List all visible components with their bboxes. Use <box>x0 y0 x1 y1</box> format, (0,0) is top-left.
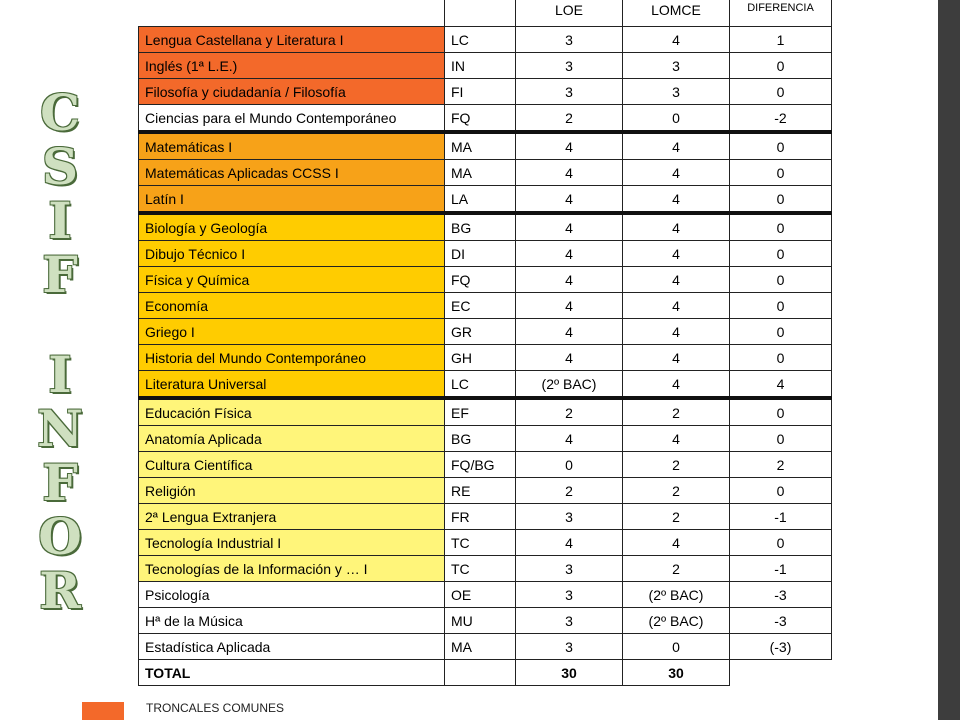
code-cell: FQ <box>445 105 516 133</box>
lomce-cell: 4 <box>623 27 730 53</box>
table-row <box>139 530 832 556</box>
table-row <box>139 267 832 293</box>
brand-letter: I <box>48 345 72 404</box>
diff-cell: 0 <box>730 293 832 319</box>
loe-cell: 4 <box>516 426 623 452</box>
loe-cell: 2 <box>516 398 623 426</box>
lomce-cell: (2º BAC) <box>623 582 730 608</box>
subject-cell: Biología y Geología <box>139 213 445 241</box>
brand-letter: F <box>42 453 78 512</box>
loe-cell: 2 <box>516 105 623 133</box>
brand-letter: O <box>38 507 82 566</box>
header-lomce: LOMCE <box>623 0 730 27</box>
loe-cell: 4 <box>516 186 623 214</box>
diff-cell: 0 <box>730 319 832 345</box>
total-label: TOTAL <box>139 660 445 686</box>
table-row <box>139 132 832 160</box>
code-cell: TC <box>445 556 516 582</box>
loe-cell: 3 <box>516 79 623 105</box>
diff-cell: -1 <box>730 504 832 530</box>
subject-cell: Estadística Aplicada <box>139 634 445 660</box>
subject-cell: Religión <box>139 478 445 504</box>
diff-cell: 0 <box>730 345 832 371</box>
subject-cell: Cultura Científica <box>139 452 445 478</box>
lomce-cell: 0 <box>623 634 730 660</box>
diff-cell: 0 <box>730 267 832 293</box>
subject-cell: Educación Física <box>139 398 445 426</box>
diff-cell: 0 <box>730 79 832 105</box>
lomce-cell: 4 <box>623 345 730 371</box>
loe-cell: 3 <box>516 27 623 53</box>
subject-cell: Matemáticas I <box>139 132 445 160</box>
subject-cell: Literatura Universal <box>139 371 445 399</box>
loe-cell: 4 <box>516 160 623 186</box>
total-diff <box>730 660 832 686</box>
table-row <box>139 186 832 214</box>
loe-cell: 3 <box>516 634 623 660</box>
loe-cell: 4 <box>516 132 623 160</box>
code-cell: MA <box>445 634 516 660</box>
lomce-cell: 2 <box>623 452 730 478</box>
brand-letter: S <box>41 137 79 196</box>
subject-cell: Matemáticas Aplicadas CCSS I <box>139 160 445 186</box>
code-cell: BG <box>445 213 516 241</box>
lomce-cell: 4 <box>623 267 730 293</box>
lomce-cell: 2 <box>623 478 730 504</box>
subject-cell: Latín I <box>139 186 445 214</box>
table-row <box>139 478 832 504</box>
loe-cell: 3 <box>516 608 623 634</box>
loe-cell: 3 <box>516 582 623 608</box>
diff-cell: 0 <box>730 53 832 79</box>
code-cell: LA <box>445 186 516 214</box>
table-row <box>139 53 832 79</box>
subject-cell: Anatomía Aplicada <box>139 426 445 452</box>
code-cell: EC <box>445 293 516 319</box>
table-row <box>139 582 832 608</box>
table-row <box>139 452 832 478</box>
table-row <box>139 345 832 371</box>
lomce-cell: 4 <box>623 293 730 319</box>
code-cell: DI <box>445 241 516 267</box>
diff-cell: 4 <box>730 371 832 399</box>
diff-cell: 0 <box>730 186 832 214</box>
loe-cell: 4 <box>516 241 623 267</box>
table-row <box>139 634 832 660</box>
lomce-cell: 4 <box>623 186 730 214</box>
code-cell: LC <box>445 27 516 53</box>
loe-cell: 4 <box>516 293 623 319</box>
code-cell: MU <box>445 608 516 634</box>
loe-cell: 2 <box>516 478 623 504</box>
diff-cell: 0 <box>730 478 832 504</box>
table-row <box>139 608 832 634</box>
subject-cell: Tecnología Industrial I <box>139 530 445 556</box>
table-row <box>139 160 832 186</box>
brand-letter: I <box>48 191 72 250</box>
brand-letter: N <box>37 399 83 458</box>
code-cell: RE <box>445 478 516 504</box>
loe-cell: 4 <box>516 319 623 345</box>
total-loe: 30 <box>516 660 623 686</box>
legend-label: TRONCALES COMUNES <box>146 701 285 715</box>
table-row <box>139 293 832 319</box>
diff-cell: 0 <box>730 160 832 186</box>
diff-cell: 0 <box>730 132 832 160</box>
brand-letter: F <box>42 245 78 304</box>
code-cell: FI <box>445 79 516 105</box>
lomce-cell: 4 <box>623 241 730 267</box>
subject-cell: Hª de la Música <box>139 608 445 634</box>
diff-cell: 0 <box>730 241 832 267</box>
subject-cell: 2ª Lengua Extranjera <box>139 504 445 530</box>
diff-cell: 1 <box>730 27 832 53</box>
diff-cell: -1 <box>730 556 832 582</box>
table-row <box>139 398 832 426</box>
brand-letter: C <box>40 83 80 142</box>
diff-cell: (-3) <box>730 634 832 660</box>
lomce-cell: 0 <box>623 105 730 133</box>
subject-hours-table <box>138 0 832 686</box>
lomce-cell: 4 <box>623 371 730 399</box>
diff-cell: -3 <box>730 608 832 634</box>
code-cell: EF <box>445 398 516 426</box>
lomce-cell: 2 <box>623 556 730 582</box>
table-row <box>139 241 832 267</box>
subject-cell: Historia del Mundo Contemporáneo <box>139 345 445 371</box>
code-cell: GR <box>445 319 516 345</box>
table-row <box>139 27 832 53</box>
total-code <box>445 660 516 686</box>
code-cell: LC <box>445 371 516 399</box>
lomce-cell: 4 <box>623 132 730 160</box>
diff-cell: -3 <box>730 582 832 608</box>
header-loe: LOE <box>516 0 623 27</box>
header-diferencia: DIFERENCIA <box>730 0 832 27</box>
code-cell: MA <box>445 132 516 160</box>
subject-cell: Dibujo Técnico I <box>139 241 445 267</box>
table-row <box>139 426 832 452</box>
table-row <box>139 504 832 530</box>
loe-cell: 3 <box>516 556 623 582</box>
table-row <box>139 79 832 105</box>
subject-cell: Filosofía y ciudadanía / Filosofía <box>139 79 445 105</box>
subject-cell: Griego I <box>139 319 445 345</box>
right-edge-bar <box>938 0 960 720</box>
loe-cell: 3 <box>516 504 623 530</box>
subject-cell: Inglés (1ª L.E.) <box>139 53 445 79</box>
table-row <box>139 556 832 582</box>
subject-cell: Lengua Castellana y Literatura I <box>139 27 445 53</box>
brand-letter: R <box>39 561 81 620</box>
lomce-cell: (2º BAC) <box>623 608 730 634</box>
loe-cell: 4 <box>516 213 623 241</box>
lomce-cell: 2 <box>623 504 730 530</box>
code-cell: TC <box>445 530 516 556</box>
diff-cell: 0 <box>730 426 832 452</box>
csif-infor-vertical-logo <box>30 83 90 620</box>
subject-cell: Ciencias para el Mundo Contemporáneo <box>139 105 445 133</box>
lomce-cell: 3 <box>623 79 730 105</box>
lomce-cell: 4 <box>623 213 730 241</box>
lomce-cell: 4 <box>623 160 730 186</box>
table-row <box>139 371 832 399</box>
loe-cell: 3 <box>516 53 623 79</box>
loe-cell: 4 <box>516 267 623 293</box>
lomce-cell: 4 <box>623 319 730 345</box>
lomce-cell: 4 <box>623 426 730 452</box>
diff-cell: 0 <box>730 530 832 556</box>
legend-swatch <box>82 702 124 720</box>
diff-cell: -2 <box>730 105 832 133</box>
diff-cell: 0 <box>730 213 832 241</box>
subject-cell: Física y Química <box>139 267 445 293</box>
loe-cell: (2º BAC) <box>516 371 623 399</box>
code-cell: BG <box>445 426 516 452</box>
lomce-cell: 4 <box>623 530 730 556</box>
loe-cell: 4 <box>516 530 623 556</box>
code-cell: IN <box>445 53 516 79</box>
loe-cell: 4 <box>516 345 623 371</box>
code-cell: FR <box>445 504 516 530</box>
total-lomce: 30 <box>623 660 730 686</box>
code-cell: FQ/BG <box>445 452 516 478</box>
diff-cell: 0 <box>730 398 832 426</box>
lomce-cell: 2 <box>623 398 730 426</box>
table-row <box>139 105 832 133</box>
total-row <box>139 660 832 686</box>
subject-cell: Tecnologías de la Información y … I <box>139 556 445 582</box>
subject-cell: Economía <box>139 293 445 319</box>
table-row <box>139 319 832 345</box>
table-header-row <box>139 0 832 27</box>
loe-cell: 0 <box>516 452 623 478</box>
diff-cell: 2 <box>730 452 832 478</box>
subject-cell: Psicología <box>139 582 445 608</box>
code-cell: FQ <box>445 267 516 293</box>
code-cell: OE <box>445 582 516 608</box>
lomce-cell: 3 <box>623 53 730 79</box>
code-cell: GH <box>445 345 516 371</box>
table-row <box>139 213 832 241</box>
code-cell: MA <box>445 160 516 186</box>
